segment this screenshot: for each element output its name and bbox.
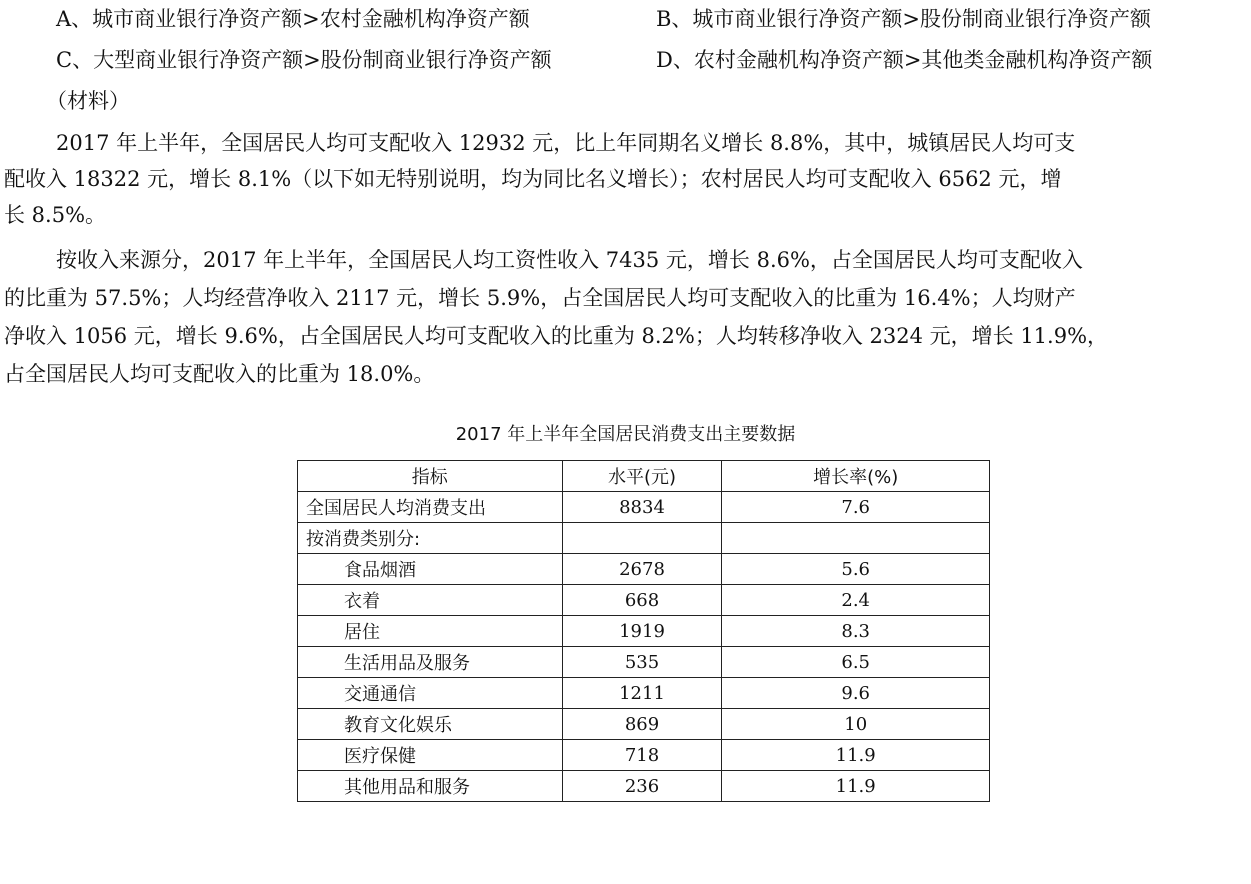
- paragraph-2-line-2: 的比重为 57.5%；人均经营净收入 2117 元，增长 5.9%，占全国居民人均可支配收入的比重为 16.4%；人均财产: [4, 286, 1076, 310]
- material-label: （材料）: [46, 89, 130, 113]
- row-growth: 8.3: [722, 616, 990, 647]
- table-row: [298, 740, 990, 771]
- row-growth: 10: [722, 709, 990, 740]
- row-level: 8834: [562, 492, 722, 523]
- row-level: 2678: [562, 554, 722, 585]
- row-growth: 9.6: [722, 678, 990, 709]
- row-label: 居住: [298, 616, 563, 647]
- row-level: 718: [562, 740, 722, 771]
- paragraph-2-line-4: 占全国居民人均可支配收入的比重为 18.0%。: [4, 362, 435, 386]
- table-row: [298, 523, 990, 554]
- row-level: 869: [562, 709, 722, 740]
- row-level: 535: [562, 647, 722, 678]
- header-growth: 增长率(%): [722, 461, 990, 492]
- row-label: 生活用品及服务: [298, 647, 563, 678]
- paragraph-2-line-1: 按收入来源分，2017 年上半年，全国居民人均工资性收入 7435 元，增长 8.6%，占全国居民人均可支配收入: [56, 248, 1083, 272]
- table-row: [298, 492, 990, 523]
- option-d: D、农村金融机构净资产额>其他类金融机构净资产额: [656, 48, 1153, 72]
- paragraph-1-line-2: 配收入 18322 元，增长 8.1%（以下如无特别说明，均为同比名义增长）；农村居民人均可支配收入 6562 元，增: [4, 167, 1062, 191]
- header-level: 水平(元): [562, 461, 722, 492]
- row-growth: [722, 523, 990, 554]
- row-growth: 6.5: [722, 647, 990, 678]
- table-row: [298, 647, 990, 678]
- option-c: C、大型商业银行净资产额>股份制商业银行净资产额: [56, 48, 552, 72]
- row-growth: 11.9: [722, 740, 990, 771]
- row-label: 医疗保健: [298, 740, 563, 771]
- row-growth: 5.6: [722, 554, 990, 585]
- row-level: 1211: [562, 678, 722, 709]
- row-label: 衣着: [298, 585, 563, 616]
- header-indicator: 指标: [298, 461, 563, 492]
- option-a: A、城市商业银行净资产额>农村金融机构净资产额: [56, 7, 530, 31]
- table-row: [298, 585, 990, 616]
- row-label: 教育文化娱乐: [298, 709, 563, 740]
- row-growth: 7.6: [722, 492, 990, 523]
- row-level: [562, 523, 722, 554]
- row-label: 按消费类别分:: [298, 523, 563, 554]
- table-row: [298, 554, 990, 585]
- table-row: [298, 616, 990, 647]
- table-row: [298, 771, 990, 802]
- paragraph-1-line-3: 长 8.5%。: [4, 203, 107, 227]
- option-b: B、城市商业银行净资产额>股份制商业银行净资产额: [656, 7, 1152, 31]
- table-row: [298, 709, 990, 740]
- table-row: [298, 678, 990, 709]
- paragraph-1-line-1: 2017 年上半年，全国居民人均可支配收入 12932 元，比上年同期名义增长 8.8%，其中，城镇居民人均可支: [56, 131, 1076, 155]
- table-title: 2017 年上半年全国居民消费支出主要数据: [455, 424, 796, 445]
- row-level: 236: [562, 771, 722, 802]
- row-level: 1919: [562, 616, 722, 647]
- row-label: 食品烟酒: [298, 554, 563, 585]
- row-growth: 2.4: [722, 585, 990, 616]
- paragraph-2-line-3: 净收入 1056 元，增长 9.6%，占全国居民人均可支配收入的比重为 8.2%；人均转移净收入 2324 元，增长 11.9%，: [4, 324, 1109, 348]
- table-header-row: [298, 461, 990, 492]
- row-level: 668: [562, 585, 722, 616]
- row-label: 交通通信: [298, 678, 563, 709]
- row-label: 其他用品和服务: [298, 771, 563, 802]
- consumption-table: [297, 460, 990, 802]
- row-label: 全国居民人均消费支出: [298, 492, 563, 523]
- row-growth: 11.9: [722, 771, 990, 802]
